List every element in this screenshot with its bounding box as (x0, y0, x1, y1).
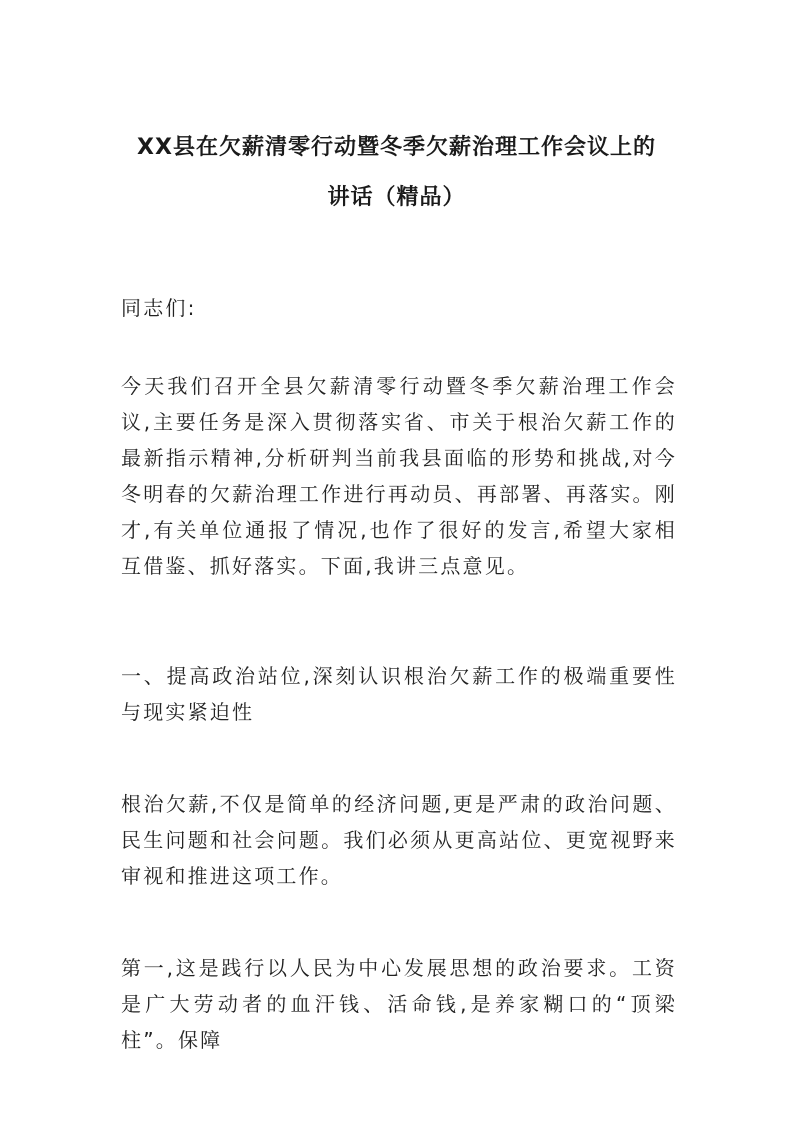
paragraph-intro: 今天我们召开全县欠薪清零行动暨冬季欠薪治理工作会议,主要任务是深入贯彻落实省、市关于根治欠薪工作的最新指示精神,分析研判当前我县面临的形势和挑战,对今冬明春的欠薪治理工作进行再动员、再部署、再落实。刚才,有关单位通报了情况,也作了很好的发言,希望大家相互借鉴、抓好落实。下面,我讲三点意见。 (121, 374, 677, 578)
paragraph-body: 根治欠薪,不仅是简单的经济问题,更是严肃的政治问题、民生问题和社会问题。我们必须从更高站位、更宽视野来审视和推进这项工作。 (121, 792, 677, 888)
section-heading-1: 一、提高政治站位,深刻认识根治欠薪工作的极端重要性与现实紧迫性 (121, 664, 677, 724)
document-title-line-2: 讲话（精品） (327, 185, 466, 210)
salutation: 同志们: (121, 296, 197, 320)
paragraph-body: 第一,这是践行以人民为中心发展思想的政治要求。工资是广大劳动者的血汗钱、活命钱,是养家糊口的“顶梁柱”。保障 (121, 956, 677, 1052)
document-title-line-1: XX县在欠薪清零行动暨冬季欠薪治理工作会议上的 (137, 135, 656, 160)
